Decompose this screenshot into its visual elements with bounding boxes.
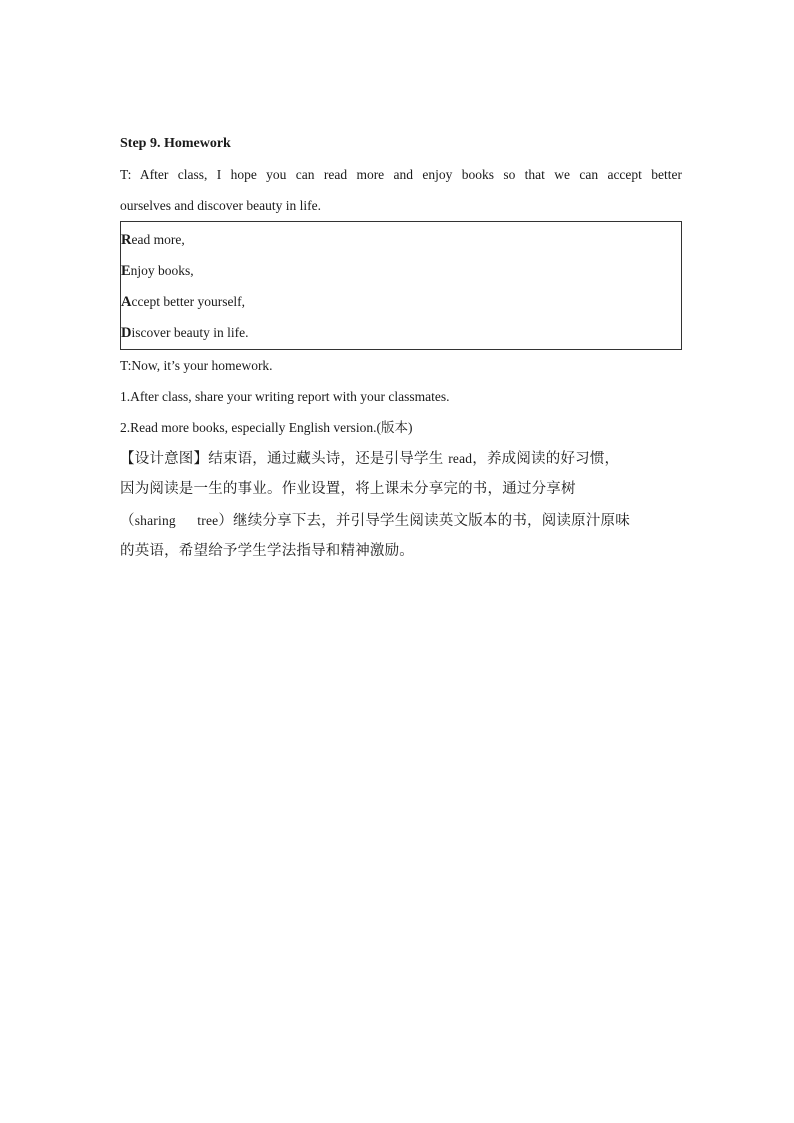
homework-item-1: 1.After class, share your writing report with your classmates. — [120, 389, 450, 404]
acrostic-row — [121, 317, 681, 348]
acrostic-initial: A — [121, 294, 132, 310]
design-intent-sharing-tree: sharing tree — [134, 513, 219, 528]
acrostic-row — [121, 286, 681, 317]
design-intent-open-paren: （ — [120, 513, 135, 529]
acrostic-row — [121, 255, 681, 286]
homework-item-2: 2.Read more books, especially English version.(版本) — [120, 420, 413, 435]
teacher-intro-line-2: ourselves and discover beauty in life. — [120, 198, 321, 213]
acrostic-rest: iscover beauty in life. — [131, 325, 249, 340]
design-intent-line-3-rest: ）继续分享下去，并引导学生阅读英文版本的书，阅读原汁原味 — [218, 513, 630, 529]
teacher-intro-line-1: T: After class, I hope you can read more and enjoy books so that we can accept better — [120, 167, 682, 182]
design-intent-line-1 — [120, 443, 682, 474]
acrostic-box — [120, 221, 682, 350]
design-intent-suffix: ，养成阅读的好习惯， — [472, 451, 620, 467]
design-intent-line-3 — [120, 505, 682, 536]
document-page — [120, 128, 682, 567]
homework-intro: T:Now, it’s your homework. — [120, 358, 273, 373]
acrostic-row — [121, 224, 681, 255]
design-intent-line-2: 因为阅读是一生的事业。作业设置，将上课未分享完的书，通过分享树 — [120, 481, 576, 497]
acrostic-rest: ead more, — [131, 232, 185, 247]
design-intent-en-word: read — [448, 451, 473, 466]
acrostic-rest: ccept better yourself, — [131, 294, 246, 309]
acrostic-initial: R — [121, 232, 132, 248]
acrostic-rest: njoy books, — [130, 263, 194, 278]
design-intent-line-4: 的英语，希望给予学生学法指导和精神激励。 — [120, 543, 414, 559]
acrostic-initial: D — [121, 325, 132, 341]
design-intent-prefix: 【设计意图】结束语，通过藏头诗，还是引导学生 — [120, 451, 449, 467]
acrostic-initial: E — [121, 263, 131, 279]
step-heading: Step 9. Homework — [120, 136, 231, 151]
